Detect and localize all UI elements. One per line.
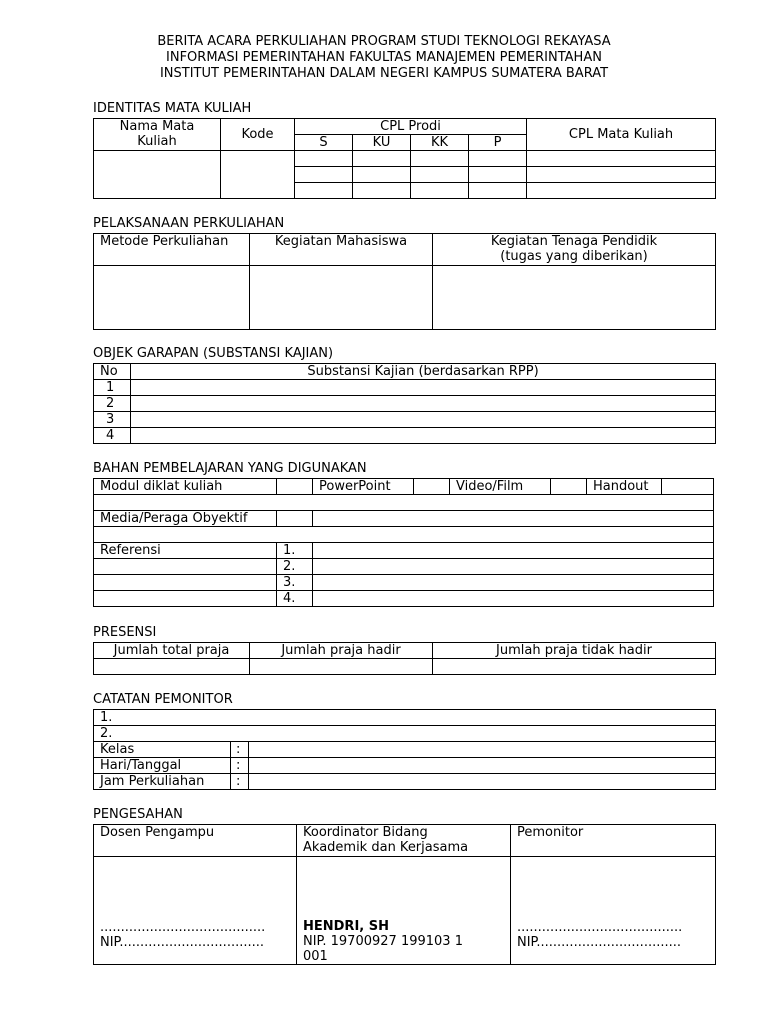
row-number: 3 — [94, 412, 131, 428]
header-cpl-prodi: CPL Prodi — [295, 119, 527, 135]
kode-cell[interactable] — [221, 151, 295, 199]
header-kk: KK — [411, 135, 469, 151]
objek-table — [93, 363, 716, 444]
header-total-praja: Jumlah total praja — [94, 643, 250, 659]
substansi-cell[interactable] — [131, 428, 716, 444]
header-nama-mata-kuliah: Nama Mata Kuliah — [94, 119, 221, 151]
ref-number: 3. — [277, 575, 313, 591]
header-dosen-pengampu: Dosen Pengampu — [94, 825, 297, 857]
pelaksanaan-table — [93, 233, 716, 330]
label-powerpoint: PowerPoint — [313, 479, 414, 495]
pengesahan-table — [93, 824, 716, 965]
blank-row — [94, 527, 714, 543]
ku-cell[interactable] — [353, 167, 411, 183]
pemonitor-signature-cell[interactable] — [511, 857, 716, 965]
s-cell[interactable] — [295, 167, 353, 183]
substansi-cell[interactable] — [131, 396, 716, 412]
label-media: Media/Peraga Obyektif — [94, 511, 277, 527]
handout-check[interactable] — [662, 479, 714, 495]
ref-number: 2. — [277, 559, 313, 575]
section-title-bahan: BAHAN PEMBELAJARAN YANG DIGUNAKAN — [93, 461, 367, 476]
powerpoint-check[interactable] — [414, 479, 450, 495]
nip-line: NIP................................... — [517, 935, 682, 950]
presensi-table — [93, 642, 716, 675]
bahan-table — [93, 478, 714, 607]
blank-cell — [94, 559, 277, 575]
media-cell[interactable] — [313, 511, 714, 527]
section-title-pengesahan: PENGESAHAN — [93, 807, 183, 822]
dosen-signature-cell[interactable] — [94, 857, 297, 965]
header-praja-hadir: Jumlah praja hadir — [250, 643, 433, 659]
header-pemonitor: Pemonitor — [511, 825, 716, 857]
section-title-presensi: PRESENSI — [93, 625, 157, 640]
section-title-catatan: CATATAN PEMONITOR — [93, 692, 233, 707]
nama-mata-kuliah-cell[interactable] — [94, 151, 221, 199]
s-cell[interactable] — [295, 151, 353, 167]
header-kegiatan-tenaga-pendidik: Kegiatan Tenaga Pendidik (tugas yang diberikan) — [433, 234, 716, 266]
label-video: Video/Film — [450, 479, 551, 495]
cpl-mk-cell[interactable] — [527, 183, 716, 199]
label-referensi: Referensi — [94, 543, 277, 559]
media-check[interactable] — [277, 511, 313, 527]
modul-check[interactable] — [277, 479, 313, 495]
nip-line: NIP................................... — [100, 935, 265, 950]
header-s: S — [295, 135, 353, 151]
metode-cell[interactable] — [94, 266, 250, 330]
total-praja-cell[interactable] — [94, 659, 250, 675]
ku-cell[interactable] — [353, 183, 411, 199]
identitas-table — [93, 118, 716, 199]
section-title-identitas: IDENTITAS MATA KULIAH — [93, 101, 252, 116]
referensi-cell[interactable] — [313, 591, 714, 607]
s-cell[interactable] — [295, 183, 353, 199]
signature-line: ........................................ — [100, 920, 266, 935]
label-hari-tanggal: Hari/Tanggal — [94, 758, 231, 774]
section-title-pelaksanaan: PELAKSANAAN PERKULIAHAN — [93, 216, 285, 231]
kegiatan-tenaga-pendidik-cell[interactable] — [433, 266, 716, 330]
kegiatan-mahasiswa-cell[interactable] — [250, 266, 433, 330]
ref-number: 4. — [277, 591, 313, 607]
label-kelas: Kelas — [94, 742, 231, 758]
row-number: 2 — [94, 396, 131, 412]
koordinator-nip-cont: 001 — [303, 949, 328, 964]
hari-tanggal-cell[interactable] — [249, 758, 716, 774]
row-number: 4 — [94, 428, 131, 444]
signature-line: ........................................ — [517, 920, 683, 935]
header-ku: KU — [353, 135, 411, 151]
header-substansi: Substansi Kajian (berdasarkan RPP) — [131, 364, 716, 380]
header-line-2: INFORMASI PEMERINTAHAN FAKULTAS MANAJEMEN PEMERINTAHAN — [166, 50, 602, 65]
colon: : — [231, 774, 249, 790]
row-number: 1 — [94, 380, 131, 396]
label-jam-perkuliahan: Jam Perkuliahan — [94, 774, 231, 790]
blank-cell — [94, 575, 277, 591]
header-kegiatan-mahasiswa: Kegiatan Mahasiswa — [250, 234, 433, 266]
kelas-cell[interactable] — [249, 742, 716, 758]
catatan-table — [93, 709, 716, 790]
koordinator-signature-cell[interactable] — [297, 857, 511, 965]
header-no: No — [94, 364, 131, 380]
referensi-cell[interactable] — [313, 559, 714, 575]
kk-cell[interactable] — [411, 151, 469, 167]
praja-hadir-cell[interactable] — [250, 659, 433, 675]
cpl-mk-cell[interactable] — [527, 151, 716, 167]
header-metode: Metode Perkuliahan — [94, 234, 250, 266]
blank-row — [94, 495, 714, 511]
colon: : — [231, 742, 249, 758]
catatan-item-2[interactable]: 2. — [94, 726, 716, 742]
catatan-item-1[interactable]: 1. — [94, 710, 716, 726]
substansi-cell[interactable] — [131, 412, 716, 428]
referensi-cell[interactable] — [313, 575, 714, 591]
ku-cell[interactable] — [353, 151, 411, 167]
label-modul: Modul diklat kuliah — [94, 479, 277, 495]
header-praja-tidak-hadir: Jumlah praja tidak hadir — [433, 643, 716, 659]
p-cell[interactable] — [469, 183, 527, 199]
cpl-mk-cell[interactable] — [527, 167, 716, 183]
header-p: P — [469, 135, 527, 151]
video-check[interactable] — [551, 479, 587, 495]
document-header — [0, 34, 768, 82]
header-line-3: INSTITUT PEMERINTAHAN DALAM NEGERI KAMPUS SUMATERA BARAT — [159, 66, 609, 81]
koordinator-name: HENDRI, SH — [303, 919, 389, 934]
ref-number: 1. — [277, 543, 313, 559]
kk-cell[interactable] — [411, 167, 469, 183]
blank-cell — [94, 591, 277, 607]
header-line-1: BERITA ACARA PERKULIAHAN PROGRAM STUDI TEKNOLOGI REKAYASA — [157, 34, 611, 49]
colon: : — [231, 758, 249, 774]
header-kode: Kode — [221, 119, 295, 151]
praja-tidak-hadir-cell[interactable] — [433, 659, 716, 675]
jam-perkuliahan-cell[interactable] — [249, 774, 716, 790]
section-title-objek: OBJEK GARAPAN (SUBSTANSI KAJIAN) — [93, 346, 334, 361]
label-handout: Handout — [587, 479, 662, 495]
kk-cell[interactable] — [411, 183, 469, 199]
header-cpl-mata-kuliah: CPL Mata Kuliah — [527, 119, 716, 151]
p-cell[interactable] — [469, 167, 527, 183]
header-koordinator: Koordinator Bidang Akademik dan Kerjasama — [297, 825, 511, 857]
substansi-cell[interactable] — [131, 380, 716, 396]
p-cell[interactable] — [469, 151, 527, 167]
referensi-cell[interactable] — [313, 543, 714, 559]
koordinator-nip: NIP. 19700927 199103 1 — [303, 934, 463, 949]
